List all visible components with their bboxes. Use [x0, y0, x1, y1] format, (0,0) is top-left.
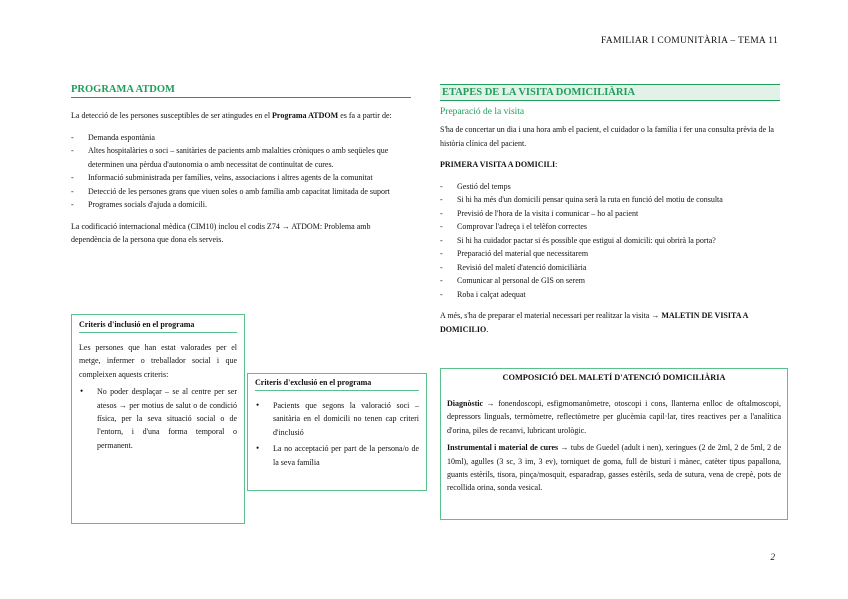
exclusion-list — [255, 399, 419, 469]
inclusion-text: Les persones que han estat valorades per el metge, infermer o treballador social i que compleixen aquests criteris: — [79, 343, 237, 379]
left-column — [71, 84, 411, 255]
list-item: - Gestió del temps — [440, 180, 780, 194]
list-item: - Demanda espontània — [71, 131, 411, 145]
cim10-coding-text: La codificació internacional mèdica (CIM10) inclou el codis Z74 → ATDOM: Problema amb dependència de la persona que dona els serveis. — [71, 221, 371, 244]
right-column — [440, 84, 780, 344]
atdom-intro: La detecció de les persones susceptibles de ser atingudes en el Programa ATDOM es fa a partir de: — [71, 111, 392, 120]
page-number: 2 — [770, 552, 775, 562]
first-visit-heading: PRIMERA VISITA A DOMICILI: — [440, 160, 558, 169]
list-item: • La no acceptació per part de la persona/o de la seva família — [255, 442, 419, 469]
list-item: - Detecció de les persones grans que viuen soles o amb família amb capacitat limitada de suport — [71, 185, 411, 199]
inclusion-title: Criteris d'inclusió en el programa — [79, 320, 237, 333]
preparation-intro: S'ha de concertar un dia i una hora amb el pacient, el cuidador o la família i fer una consulta prèvia de la història clínica del pacient. — [440, 125, 774, 148]
list-item: - Programes socials d'ajuda a domicili. — [71, 198, 411, 212]
diagnostic-text: Diagnòstic → fonendoscopi, esfigmomanòmetre, otoscopi i cons, llanterna enlloc de oftalmoscopi, depressors linguals, termòmetre, reflectòmetre per glucèmia capil·lar, tires reactives per a l'analítica d'orina, piles de recanvi, lubricant urològic. — [447, 399, 781, 435]
list-item: - Revisió del maletí d'atenció domiciliària — [440, 261, 780, 275]
list-item: - Altes hospitalàries o soci – sanitàries de pacients amb malalties cròniques o amb seqüeles que determinen una pèrdua d'autonomia o amb necessitat de continuïtat de cures. — [71, 144, 411, 171]
inclusion-criteria-box — [71, 314, 245, 524]
exclusion-title: Criteris d'exclusió en el programa — [255, 378, 419, 391]
exclusion-criteria-box — [247, 373, 427, 491]
maleti-composition-box — [440, 368, 788, 520]
list-item: - Previsió de l'hora de la visita i comunicar – ho al pacient — [440, 207, 780, 221]
detection-list — [71, 131, 411, 212]
list-item: - Si hi ha cuidador pactar si és possible que estigui al domicili: qui obrirà la porta? — [440, 234, 780, 248]
etapes-title: ETAPES DE LA VISITA DOMICILIÀRIA — [440, 84, 780, 101]
list-item: - Comunicar al personal de GIS on serem — [440, 274, 780, 288]
inclusion-list — [79, 385, 237, 452]
list-item: - Informació subministrada per famílies, veïns, associacions i altres agents de la comunitat — [71, 171, 411, 185]
list-item: • No poder desplaçar – se al centre per ser atesos → per motius de salut o de condició física, per la seva situació social o de l'entorn, i d'una forma temporal o permanent. — [79, 385, 237, 452]
instrumental-text: Instrumental i material de cures → tubs de Guedel (adult i nen), xeringues (2 de 2ml, 2 de 5ml, 2 de 10ml), agulles (3 sc, 3 im, 3 ev), torniquet de goma, full de bisturí i mànec, catèter tipus papallona, guants estèrils, tisora, pinça/mosquit, esparadrap, gasses estèrils, seda de sutura, vena de crepè, pots de recollida orina, sonda vesical. — [447, 443, 781, 493]
programa-atdom-title: PROGRAMA ATDOM — [71, 84, 411, 98]
page-header: FAMILIAR I COMUNITÀRIA – TEMA 11 — [601, 36, 778, 46]
list-item: - Preparació del material que necessitarem — [440, 247, 780, 261]
list-item: • Pacients que segons la valoració soci – sanitària en el domicili no tenen cap criteri d'inclusió — [255, 399, 419, 439]
preparation-subtitle: Preparació de la visita — [440, 107, 525, 117]
material-text: A més, s'ha de preparar el material necessari per realitzar la visita → MALETIN DE VISITA A DOMICILIO. — [440, 311, 748, 334]
list-item: - Roba i calçat adequat — [440, 288, 780, 302]
list-item: - Comprovar l'adreça i el telèfon correctes — [440, 220, 780, 234]
maleti-title: COMPOSICIÓ DEL MALETÍ D'ATENCIÓ DOMICILIÀRIA — [502, 373, 726, 382]
list-item: - Si hi ha més d'un domicili pensar quina serà la ruta en funció del motiu de consulta — [440, 193, 780, 207]
first-visit-list — [440, 180, 780, 302]
